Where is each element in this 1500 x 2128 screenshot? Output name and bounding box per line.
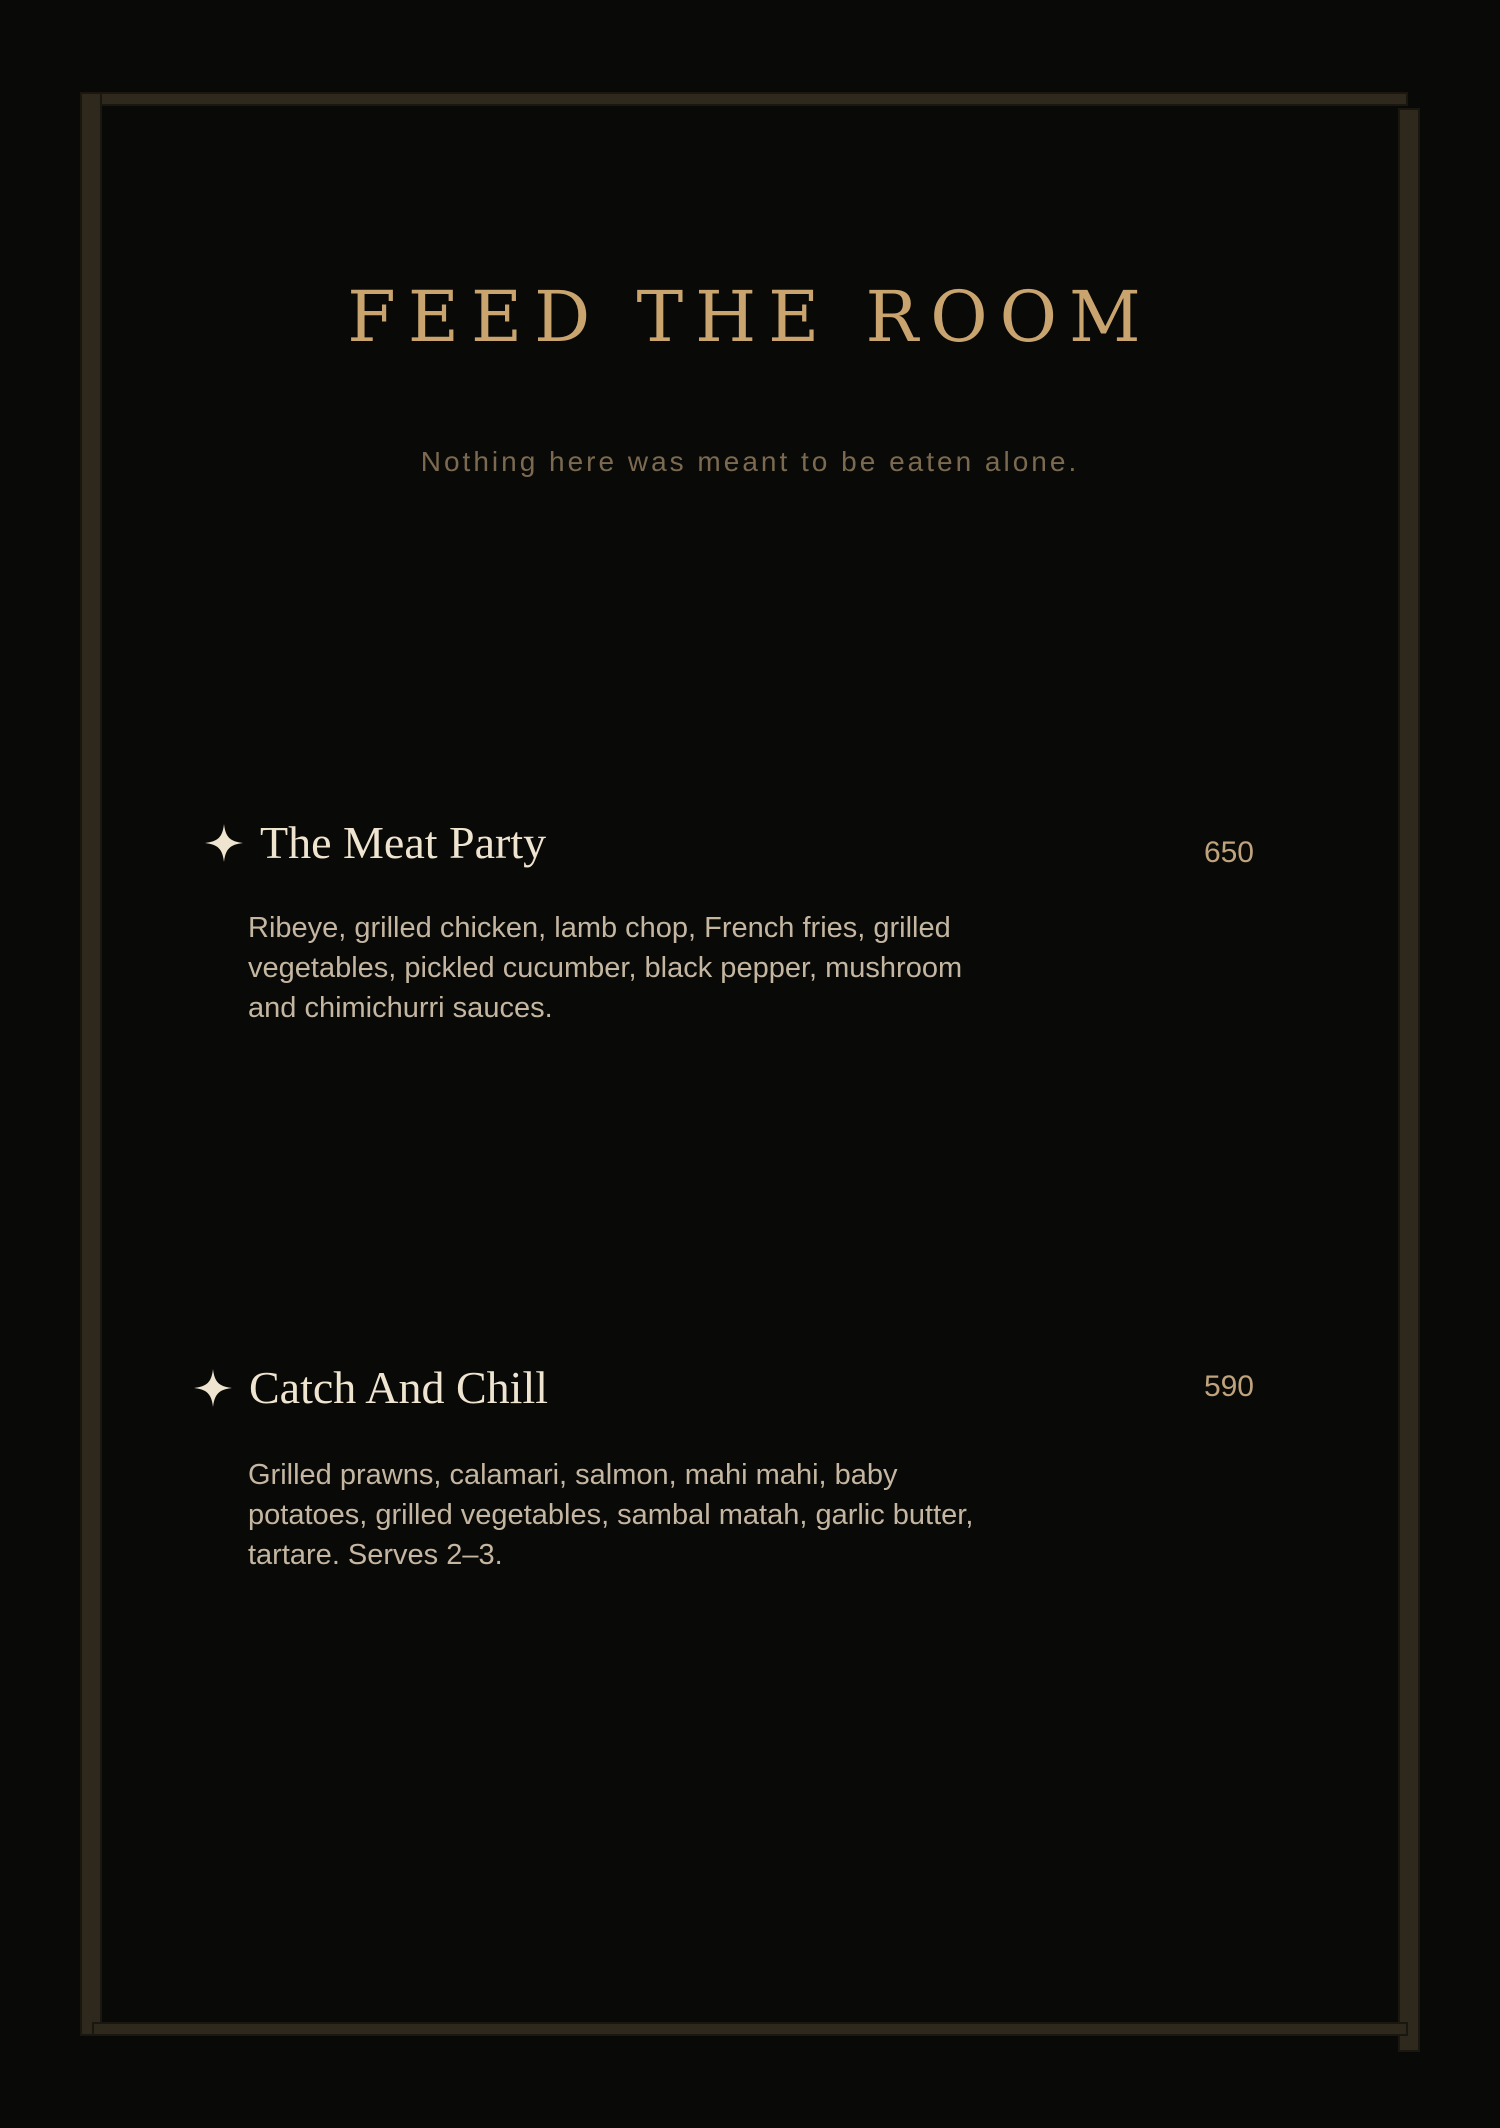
- menu-item-meat-party: [204, 817, 547, 868]
- frame-top-border: [92, 92, 1408, 106]
- item-name: Catch And Chill: [249, 1362, 548, 1413]
- menu-item-catch-and-chill: [193, 1362, 548, 1413]
- sparkle-star-icon: [204, 823, 244, 863]
- item-name: The Meat Party: [260, 817, 547, 868]
- frame-bottom-border: [92, 2022, 1408, 2036]
- item-description: Grilled prawns, calamari, salmon, mahi mahi, baby potatoes, grilled vegetables, sambal matah, garlic butter, tartare. Serves 2–3.: [248, 1459, 974, 1571]
- item-price: 590: [1203, 1370, 1254, 1403]
- menu-subtitle: Nothing here was meant to be eaten alone.: [420, 446, 1080, 477]
- frame-left-border: [80, 92, 102, 2036]
- menu-title: FEED THE ROOM: [347, 276, 1153, 358]
- frame-right-border: [1398, 108, 1420, 2052]
- item-price: 650: [1203, 836, 1254, 869]
- item-description: Ribeye, grilled chicken, lamb chop, French fries, grilled vegetables, pickled cucumber, black pepper, mushroom and chimichurri sauces.: [248, 912, 963, 1024]
- sparkle-star-icon: [193, 1368, 233, 1408]
